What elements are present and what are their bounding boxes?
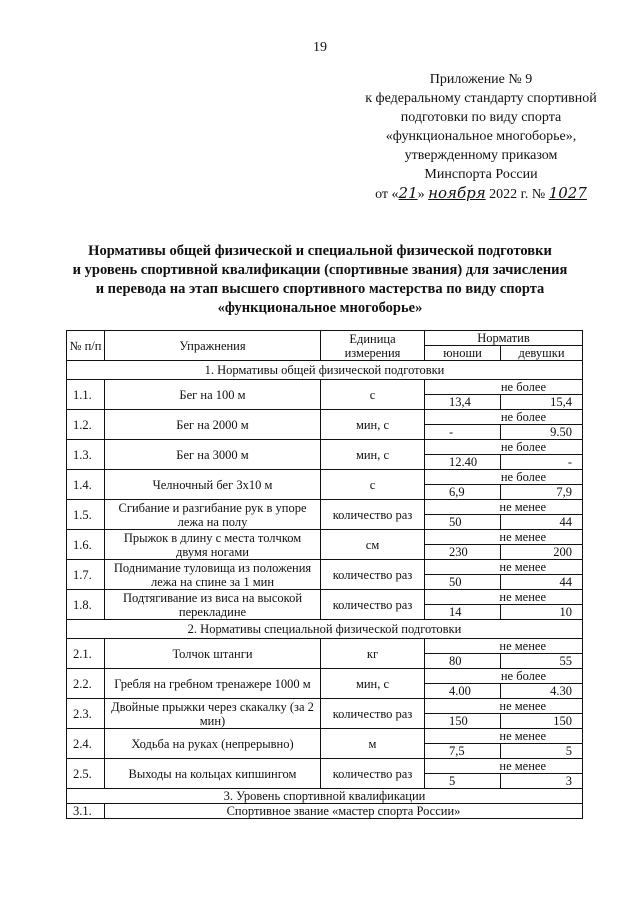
value-girls: 5	[501, 744, 583, 759]
value-girls: 44	[501, 515, 583, 530]
row-exercise: Челночный бег 3х10 м	[105, 470, 321, 500]
row-number: 1.3.	[67, 440, 105, 470]
row-condition: не более	[425, 380, 583, 395]
row-number: 2.3.	[67, 699, 105, 729]
header-boys: юноши	[425, 346, 501, 361]
row-exercise: Поднимание туловища из положения лежа на спине за 1 мин	[105, 560, 321, 590]
row-exercise: Сгибание и разгибание рук в упоре лежа на полу	[105, 500, 321, 530]
document-title	[40, 242, 600, 318]
value-boys: -	[425, 425, 501, 440]
table-row	[67, 804, 583, 819]
value-boys: 13,4	[425, 395, 501, 410]
row-unit: кг	[321, 639, 425, 669]
value-girls: 55	[501, 654, 583, 669]
table-row	[67, 530, 583, 545]
table-row	[67, 759, 583, 774]
value-boys: 50	[425, 515, 501, 530]
title-line: и уровень спортивной квалификации (спортивные звания) для зачисления	[72, 262, 568, 278]
table-row	[67, 440, 583, 455]
value-boys: 7,5	[425, 744, 501, 759]
value-boys: 80	[425, 654, 501, 669]
row-exercise: Бег на 2000 м	[105, 410, 321, 440]
header-num: № п/п	[67, 331, 105, 361]
row-unit: мин, с	[321, 440, 425, 470]
row-number: 2.4.	[67, 729, 105, 759]
table-row	[67, 500, 583, 515]
value-boys: 6,9	[425, 485, 501, 500]
value-boys: 4.00	[425, 684, 501, 699]
standards-table	[66, 330, 583, 819]
date-prefix: от «	[375, 187, 399, 202]
row-exercise: Ходьба на руках (непрерывно)	[105, 729, 321, 759]
title-line: «функциональное многоборье»	[217, 300, 423, 316]
table-row	[67, 590, 583, 605]
row-unit: количество раз	[321, 500, 425, 530]
date-day: 21	[398, 184, 418, 202]
value-girls: 10	[501, 605, 583, 620]
appendix-line: Приложение № 9	[429, 72, 533, 87]
value-boys: 5	[425, 774, 501, 789]
table-row	[67, 560, 583, 575]
row-exercise: Бег на 100 м	[105, 380, 321, 410]
date-year: 2022 г. №	[489, 187, 546, 202]
section-row	[67, 361, 583, 380]
row-condition: не менее	[425, 699, 583, 714]
value-girls: 9.50	[501, 425, 583, 440]
row-unit: мин, с	[321, 669, 425, 699]
appendix-line: к федеральному стандарту спортивной	[365, 91, 597, 106]
header-exercise: Упражнения	[105, 331, 321, 361]
appendix-line: утвержденному приказом	[404, 148, 558, 163]
header-girls: девушки	[501, 346, 583, 361]
row-number: 1.7.	[67, 560, 105, 590]
table-row	[67, 470, 583, 485]
value-boys: 12.40	[425, 455, 501, 470]
row-condition: не менее	[425, 530, 583, 545]
value-boys: 150	[425, 714, 501, 729]
row-exercise: Прыжок в длину с места толчком двумя ногами	[105, 530, 321, 560]
row-condition: не более	[425, 440, 583, 455]
row-unit: с	[321, 470, 425, 500]
row-condition: не менее	[425, 590, 583, 605]
row-number: 2.2.	[67, 669, 105, 699]
appendix-line: подготовки по виду спорта	[400, 110, 562, 125]
header-norm: Норматив	[425, 331, 583, 346]
section-row	[67, 789, 583, 804]
order-number: 1027	[548, 184, 587, 202]
row-unit: мин, с	[321, 410, 425, 440]
row-condition: не менее	[425, 759, 583, 774]
value-boys: 50	[425, 575, 501, 590]
row-unit: количество раз	[321, 759, 425, 789]
row-condition: не менее	[425, 729, 583, 744]
row-unit: количество раз	[321, 560, 425, 590]
row-number: 1.1.	[67, 380, 105, 410]
table-body	[67, 361, 583, 819]
row-condition: не более	[425, 669, 583, 684]
row-condition: не менее	[425, 500, 583, 515]
appendix-block	[340, 70, 622, 204]
row-exercise: Двойные прыжки через скакалку (за 2 мин)	[105, 699, 321, 729]
row-unit: м	[321, 729, 425, 759]
section-title: 3. Уровень спортивной квалификации	[67, 789, 583, 804]
value-boys: 230	[425, 545, 501, 560]
row-exercise: Выходы на кольцах кипшингом	[105, 759, 321, 789]
section-title: 1. Нормативы общей физической подготовки	[67, 361, 583, 380]
value-girls: 200	[501, 545, 583, 560]
table-row	[67, 639, 583, 654]
row-number: 1.6.	[67, 530, 105, 560]
row-condition: не менее	[425, 639, 583, 654]
value-girls: 3	[501, 774, 583, 789]
date-mid: »	[417, 187, 425, 202]
row-number: 1.4.	[67, 470, 105, 500]
row-exercise: Толчок штанги	[105, 639, 321, 669]
value-girls: 15,4	[501, 395, 583, 410]
appendix-line: Минспорта России	[424, 167, 538, 182]
table-row	[67, 729, 583, 744]
table-row	[67, 699, 583, 714]
value-boys: 14	[425, 605, 501, 620]
row-condition: не более	[425, 410, 583, 425]
row-exercise: Бег на 3000 м	[105, 440, 321, 470]
section-title: 2. Нормативы специальной физической подготовки	[67, 620, 583, 639]
value-girls: -	[501, 455, 583, 470]
row-number: 2.5.	[67, 759, 105, 789]
table-row	[67, 380, 583, 395]
section-row	[67, 620, 583, 639]
appendix-line: «функциональное многоборье»,	[385, 129, 577, 144]
row-unit: количество раз	[321, 590, 425, 620]
title-line: Нормативы общей физической и специальной физической подготовки	[88, 243, 552, 259]
row-number: 1.5.	[67, 500, 105, 530]
value-girls: 7,9	[501, 485, 583, 500]
row-exercise: Подтягивание из виса на высокой перекладине	[105, 590, 321, 620]
row-condition: не менее	[425, 560, 583, 575]
value-girls: 4.30	[501, 684, 583, 699]
row-unit: количество раз	[321, 699, 425, 729]
row-number: 1.2.	[67, 410, 105, 440]
row-number: 3.1.	[67, 804, 105, 819]
title-line: и перевода на этап высшего спортивного мастерства по виду спорта	[95, 281, 545, 297]
value-girls: 44	[501, 575, 583, 590]
table-row	[67, 669, 583, 684]
row-number: 1.8.	[67, 590, 105, 620]
order-date-line	[340, 184, 622, 204]
row-condition: не более	[425, 470, 583, 485]
row-exercise: Гребля на гребном тренажере 1000 м	[105, 669, 321, 699]
page-number: 19	[313, 40, 327, 55]
row-exercise: Спортивное звание «мастер спорта России»	[105, 804, 583, 819]
row-unit: с	[321, 380, 425, 410]
row-unit: см	[321, 530, 425, 560]
row-number: 2.1.	[67, 639, 105, 669]
header-unit: Единица измерения	[321, 331, 425, 361]
table-row	[67, 410, 583, 425]
value-girls: 150	[501, 714, 583, 729]
date-month: ноября	[428, 184, 486, 202]
